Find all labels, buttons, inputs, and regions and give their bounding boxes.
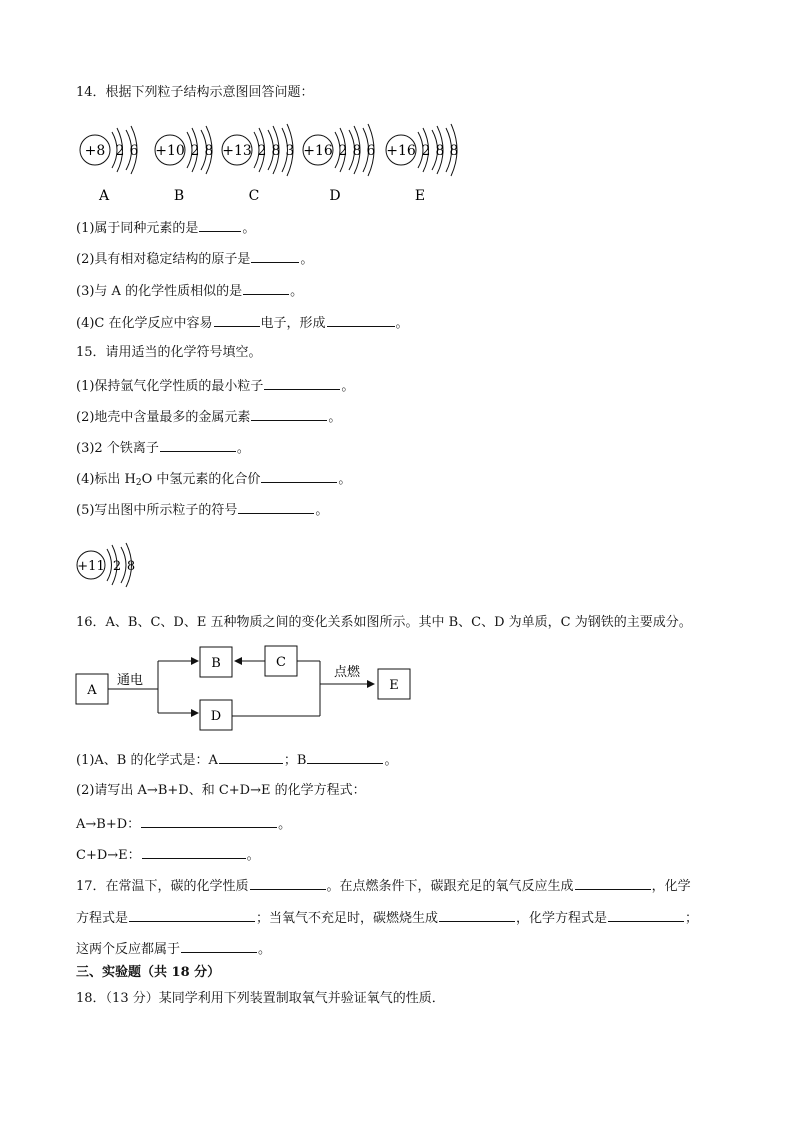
answer-blank[interactable] <box>142 845 246 859</box>
answer-blank[interactable] <box>238 500 314 514</box>
atom-b-label: B <box>173 188 185 204</box>
atom-e-shell-2: 8 <box>435 143 445 159</box>
atom-e-structure <box>386 124 458 204</box>
q14-sub3: (3)与 A 的化学性质相似的是 。 <box>76 281 303 301</box>
q14-sub2: (2)具有相对稳定结构的原子是 。 <box>76 249 313 269</box>
answer-blank[interactable] <box>141 814 277 828</box>
q17-line2: 方程式是 ；当氧气不充足时，碳燃烧生成 ，化学方程式是 ； <box>76 908 698 928</box>
q15-sub1: (1)保持氩气化学性质的最小粒子 。 <box>76 376 354 396</box>
atom-a-label: A <box>98 188 110 204</box>
atom-b-shell-1: 2 <box>190 143 200 159</box>
atom-a-nucleus: +8 <box>84 143 106 159</box>
box-b: B <box>211 656 221 671</box>
q16-stem: 16．A、B、C、D、E 五种物质之间的变化关系如图所示。其中 B、C、D 为单质，C 为钢铁的主要成分。 <box>76 615 692 630</box>
answer-blank[interactable] <box>439 908 515 922</box>
atom-e-shell-1: 2 <box>421 143 431 159</box>
atom-e-label: E <box>414 188 426 204</box>
atom-a-shell-1: 2 <box>115 143 125 159</box>
atom-d-shell-1: 2 <box>338 143 348 159</box>
answer-blank[interactable] <box>181 939 257 953</box>
q16-sub1: (1)A、B 的化学式是：A ；B 。 <box>76 750 397 770</box>
answer-blank[interactable] <box>261 469 337 483</box>
answer-blank[interactable] <box>250 876 326 890</box>
atom-c-shell-3: 3 <box>285 143 295 159</box>
q17-line1: 17．在常温下，碳的化学性质 。在点燃条件下，碳跟充足的氧气反应生成 ，化学 <box>76 876 691 896</box>
answer-blank[interactable] <box>608 908 684 922</box>
answer-blank[interactable] <box>160 438 236 452</box>
atom-c-shell-1: 2 <box>257 143 267 159</box>
answer-blank[interactable] <box>251 407 327 421</box>
atom-b-shell-2: 8 <box>204 143 214 159</box>
atom-c-structure <box>222 124 294 204</box>
answer-blank[interactable] <box>251 249 299 263</box>
atom-b-nucleus: +10 <box>155 143 185 159</box>
atom-c-shell-2: 8 <box>271 143 281 159</box>
q14-atom-diagrams <box>74 118 474 208</box>
q14-sub4: (4)C 在化学反应中容易 电子，形成 。 <box>76 313 409 333</box>
q16-eq2: C+D→E： 。 <box>76 845 260 865</box>
atom-c-label: C <box>248 188 260 204</box>
q16-reaction-diagram <box>74 644 424 734</box>
ion-shell-1: 2 <box>112 559 122 574</box>
answer-blank[interactable] <box>327 313 395 327</box>
atom-a-shell-2: 6 <box>129 143 139 159</box>
box-d: D <box>210 709 222 724</box>
answer-blank[interactable] <box>307 750 383 764</box>
atom-e-shell-3: 8 <box>449 143 459 159</box>
q16-eq1: A→B+D： 。 <box>76 814 291 834</box>
answer-blank[interactable] <box>199 218 241 232</box>
q18-stem: 18．（13 分）某同学利用下列装置制取氧气并验证氧气的性质． <box>76 991 445 1006</box>
q15-sub2: (2)地壳中含量最多的金属元素 。 <box>76 407 341 427</box>
q15-sub5: (5)写出图中所示粒子的符号 。 <box>76 500 328 520</box>
box-c: C <box>276 655 286 670</box>
atom-a-structure <box>80 126 139 204</box>
atom-c-nucleus: +13 <box>222 143 252 159</box>
label-ignite: 点燃 <box>333 665 361 680</box>
q17-line3: 这两个反应都属于 。 <box>76 939 271 959</box>
box-a: A <box>87 683 97 698</box>
atom-e-nucleus: +16 <box>386 143 416 159</box>
answer-blank[interactable] <box>264 376 340 390</box>
atom-d-nucleus: +16 <box>303 143 333 159</box>
answer-blank[interactable] <box>219 750 283 764</box>
answer-blank[interactable] <box>129 908 255 922</box>
atom-d-shell-2: 8 <box>352 143 362 159</box>
q15-stem: 15．请用适当的化学符号填空。 <box>76 345 262 360</box>
q14-sub1: (1)属于同种元素的是 。 <box>76 218 255 238</box>
q16-sub2: (2)请写出 A→B+D、和 C+D→E 的化学方程式： <box>76 783 366 798</box>
q15-sub3: (3)2 个铁离子 。 <box>76 438 250 458</box>
atom-d-structure <box>303 124 376 204</box>
label-electrolysis: 通电 <box>116 673 144 688</box>
answer-blank[interactable] <box>575 876 651 890</box>
atom-d-label: D <box>329 188 341 204</box>
answer-blank[interactable] <box>243 281 289 295</box>
ion-nucleus: +11 <box>77 559 105 574</box>
atom-d-shell-3: 6 <box>366 143 376 159</box>
q14-stem: 14．根据下列粒子结构示意图回答问题： <box>76 85 314 100</box>
answer-blank[interactable] <box>214 313 260 327</box>
box-e: E <box>389 678 399 693</box>
atom-b-structure <box>155 126 213 204</box>
q15-ion-diagram <box>74 537 164 597</box>
section-title: 三、实验题（共 18 分） <box>76 965 221 980</box>
q15-sub4: (4)标出 $H_2O$ 中氢元素的化合价 。 <box>76 469 351 489</box>
ion-shell-2: 8 <box>126 559 136 574</box>
